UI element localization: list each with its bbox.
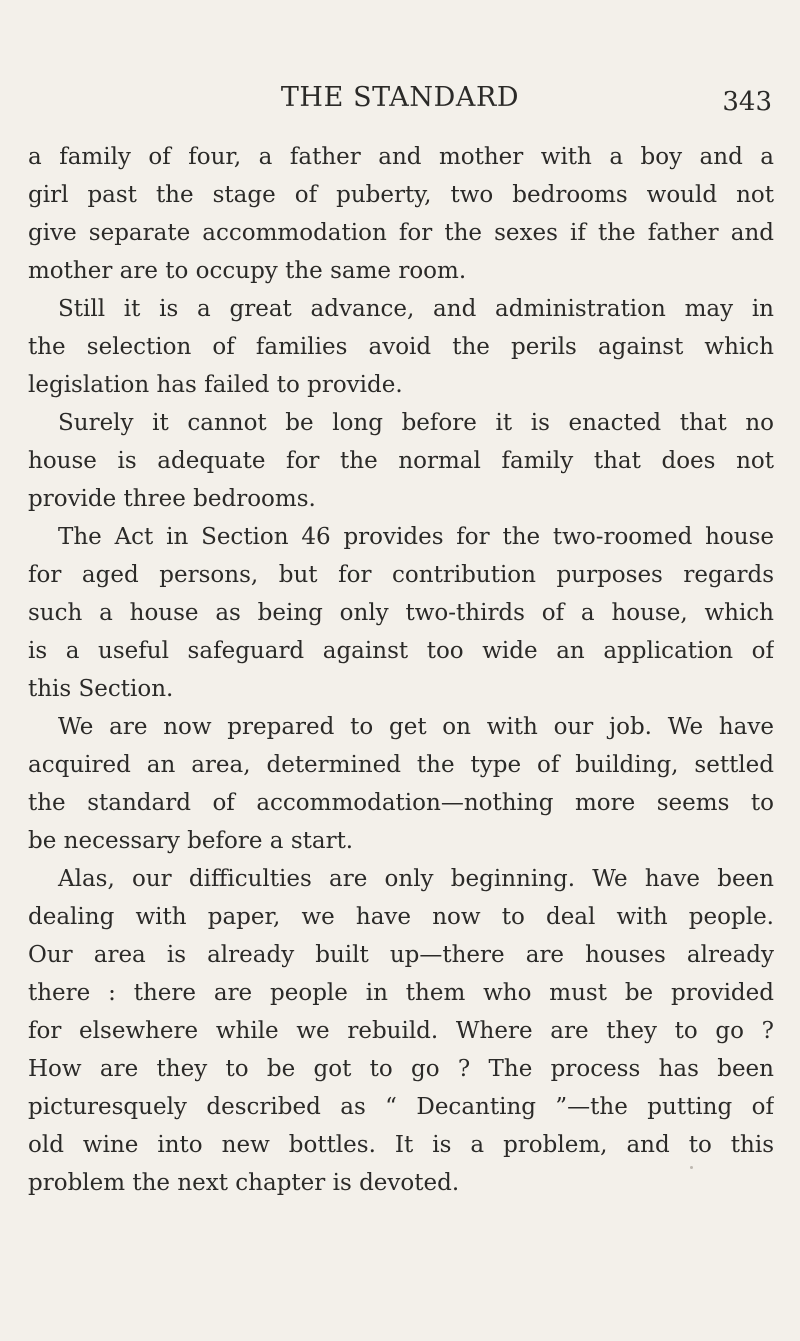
text-line: house is adequate for the normal family that does not xyxy=(28,448,774,474)
text-line: legislation has failed to provide. xyxy=(28,372,403,398)
text-line: be necessary before a start. xyxy=(28,828,354,854)
text-line: The Act in Section 46 provides for the two-roomed house xyxy=(58,524,774,550)
text-line: Surely it cannot be long before it is enacted that no xyxy=(58,410,774,436)
running-title: THE STANDARD xyxy=(280,82,520,113)
text-line: for elsewhere while we rebuild. Where are they to go ? xyxy=(28,1018,774,1044)
text-line: is a useful safeguard against too wide an application of xyxy=(28,638,774,664)
text-line: Still it is a great advance, and administration may in xyxy=(58,296,774,322)
body-text xyxy=(28,138,774,1202)
text-line: Our area is already built up—there are houses already xyxy=(28,942,774,968)
text-line: mother are to occupy the same room. xyxy=(28,258,467,284)
text-line: the selection of families avoid the perils against which xyxy=(28,334,774,360)
text-line: Alas, our difficulties are only beginning. We have been xyxy=(58,866,774,892)
text-line: dealing with paper, we have now to deal with people. xyxy=(28,904,774,930)
text-line: the standard of accommodation—nothing more seems to xyxy=(28,790,774,816)
text-line: such a house as being only two-thirds of a house, which xyxy=(28,600,774,626)
text-line: girl past the stage of puberty, two bedrooms would not xyxy=(28,182,774,208)
text-line: provide three bedrooms. xyxy=(28,486,316,512)
text-line: We are now prepared to get on with our job. We have xyxy=(58,714,774,740)
text-line: picturesquely described as “ Decanting ”—the putting of xyxy=(28,1094,774,1120)
text-line: for aged persons, but for contribution purposes regards xyxy=(28,562,774,588)
text-line: give separate accommodation for the sexes if the father and xyxy=(28,220,774,246)
running-head xyxy=(28,82,772,122)
text-line: old wine into new bottles. It is a problem, and to this xyxy=(28,1132,774,1158)
text-line: How are they to be got to go ? The process has been xyxy=(28,1056,774,1082)
text-line: there : there are people in them who must be provided xyxy=(28,980,774,1006)
page-number: 343 xyxy=(722,87,772,117)
text-line: this Section. xyxy=(28,676,174,702)
text-line: problem the next chapter is devoted. xyxy=(28,1170,460,1196)
paper-speck xyxy=(690,1166,693,1169)
text-line: a family of four, a father and mother with a boy and a xyxy=(28,144,774,170)
text-line: acquired an area, determined the type of building, settled xyxy=(28,752,774,778)
